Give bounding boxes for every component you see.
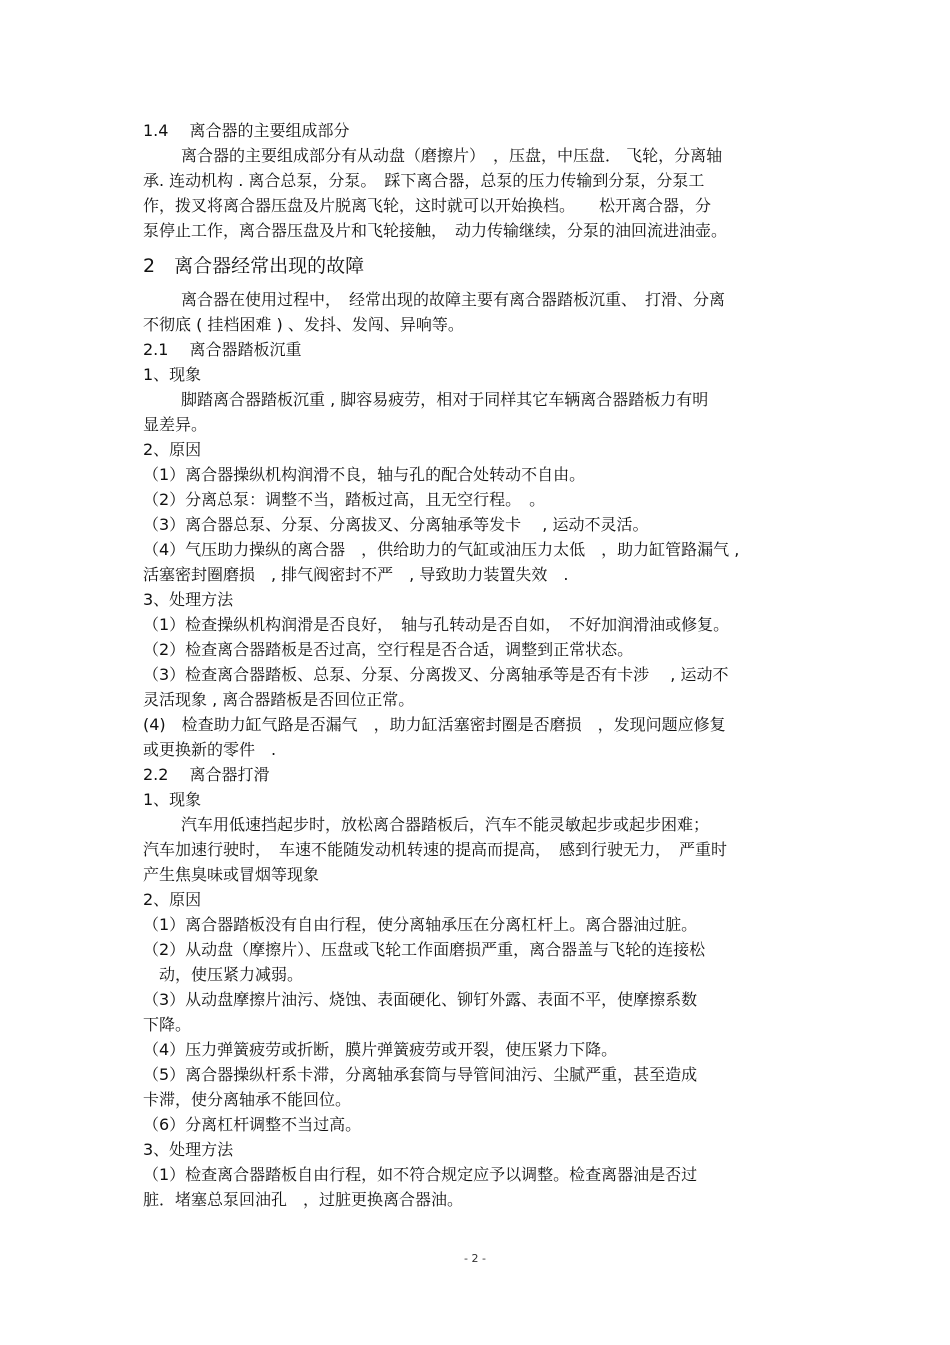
- text-line: 承. 连动机构 . 离合总泵，分泵。 踩下离合器，总泵的压力传输到分泵，分泵工: [143, 171, 705, 190]
- text-line: 脚踏离合器踏板沉重 , 脚容易疲劳，相对于同样其它车辆离合器踏板力有明: [181, 390, 709, 409]
- text-line: 1、现象: [143, 365, 202, 384]
- text-line: 离合器的主要组成部分有从动盘（磨擦片） ，压盘，中压盘． 飞轮，分离轴: [181, 146, 723, 165]
- text-line: （1）离合器踏板没有自由行程，使分离轴承压在分离杠杆上。离合器油过脏。: [143, 915, 698, 934]
- text-line: 活塞密封圈磨损 , 排气阀密封不严 , 导致助力装置失效 .: [143, 565, 569, 584]
- text-line: (4) 检查助力缸气路是否漏气 ，助力缸活塞密封圈是否磨损 ，发现问题应修复: [143, 715, 726, 734]
- text-line: （3）离合器总泵、分泵、分离拔叉、分离轴承等发卡 , 运动不灵活。: [143, 515, 649, 534]
- text-line: 汽车用低速挡起步时，放松离合器踏板后，汽车不能灵敏起步或起步困难；: [181, 815, 710, 834]
- text-line: （1）检查操纵机构润滑是否良好， 轴与孔转动是否自如， 不好加润滑油或修复。: [143, 615, 730, 634]
- text-line: （5）离合器操纵杆系卡滞，分离轴承套筒与导管间油污、尘腻严重，甚至造成: [143, 1065, 698, 1084]
- text-line: 下降。: [143, 1015, 192, 1034]
- text-line: （4）气压助力操纵的离合器 ，供给助力的气缸或油压力太低 ，助力缸管路漏气 ,: [143, 540, 740, 559]
- text-line: （1）离合器操纵机构润滑不良，轴与孔的配合处转动不自由。: [143, 465, 586, 484]
- text-line: 脏．堵塞总泵回油孔 ，过脏更换离合器油。: [143, 1190, 464, 1209]
- text-line: （3）从动盘摩擦片油污、烧蚀、表面硬化、铆钉外露、表面不平，使摩擦系数: [143, 990, 698, 1009]
- text-line: 灵活现象 , 离合器踏板是否回位正常。: [143, 690, 415, 709]
- text-line: （6）分离杠杆调整不当过高。: [143, 1115, 362, 1134]
- page-number: - 2 -: [464, 1252, 486, 1265]
- text-line: 离合器在使用过程中， 经常出现的故障主要有离合器踏板沉重、 打滑、分离: [181, 290, 726, 309]
- text-line: 2.2 离合器打滑: [143, 765, 270, 784]
- text-line: （2）从动盘（摩擦片）、压盘或飞轮工作面磨损严重，离合器盖与飞轮的连接松: [143, 940, 706, 959]
- text-line: 3、处理方法: [143, 1140, 234, 1159]
- text-line: （4）压力弹簧疲劳或折断，膜片弹簧疲劳或开裂，使压紧力下降。: [143, 1040, 618, 1059]
- text-line: （3）检查离合器踏板、总泵、分泵、分离拨叉、分离轴承等是否有卡涉 , 运动不: [143, 665, 729, 684]
- text-line: （1）检查离合器踏板自由行程，如不符合规定应予以调整。检查离器油是否过: [143, 1165, 698, 1184]
- text-line: 2.1 离合器踏板沉重: [143, 340, 302, 359]
- text-line: 显差异。: [143, 415, 208, 434]
- section-heading: 2 离合器经常出现的故障: [143, 255, 365, 277]
- text-line: 汽车加速行驶时， 车速不能随发动机转速的提高而提高， 感到行驶无力， 严重时: [143, 840, 728, 859]
- text-line: 3、处理方法: [143, 590, 234, 609]
- text-line: 作，拨叉将离合器压盘及片脱离飞轮，这时就可以开始换档。 松开离合器，分: [143, 196, 712, 215]
- text-line: （2）检查离合器踏板是否过高，空行程是否合适，调整到正常状态。: [143, 640, 634, 659]
- page-body: [143, 118, 808, 1212]
- text-line: 或更换新的零件 .: [143, 740, 277, 759]
- text-line: 动，使压紧力减弱。: [143, 965, 304, 984]
- text-line: 不彻底 ( 挂档困难 ) 、发抖、发闯、异响等。: [143, 315, 464, 334]
- text-line: 卡滞，使分离轴承不能回位。: [143, 1090, 352, 1109]
- text-line: 2、原因: [143, 890, 202, 909]
- text-line: 1.4 离合器的主要组成部分: [143, 121, 350, 140]
- text-line: 2、原因: [143, 440, 202, 459]
- text-line: （2）分离总泵：调整不当，踏板过高，且无空行程。 。: [143, 490, 546, 509]
- text-line: 产生焦臭味或冒烟等现象: [143, 865, 320, 884]
- text-line: 泵停止工作，离合器压盘及片和飞轮接触， 动力传输继续，分泵的油回流进油壶。: [143, 221, 728, 240]
- text-line: 1、现象: [143, 790, 202, 809]
